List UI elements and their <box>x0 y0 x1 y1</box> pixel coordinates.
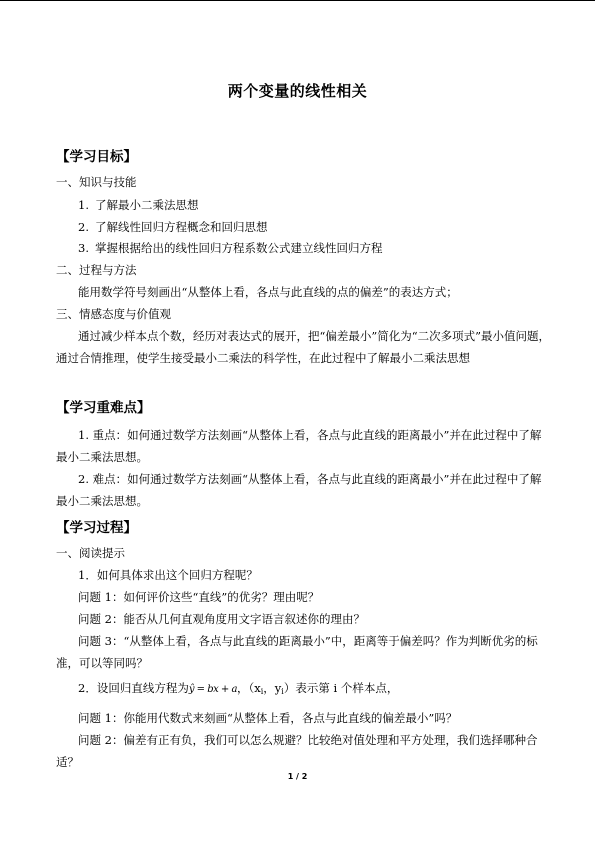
list-item <box>78 240 382 256</box>
subscript-i: i <box>260 687 264 696</box>
keypoints-heading: 【学习重难点】 <box>56 400 151 416</box>
page-title: 两个变量的线性相关 <box>227 82 368 100</box>
process-heading: 【学习过程】 <box>56 520 137 536</box>
section-knowledge-title: 一、知识与技能 <box>56 175 137 189</box>
sample-point-mid: ，y <box>263 681 282 695</box>
question-2-sub-2: 问题 2：偏差有正有负，我们可以怎么规避？比较绝对值处理和平方处理，我们选择哪种合适？ <box>56 733 538 769</box>
question-1: 1．如何具体求出这个回归方程呢？ <box>78 568 258 582</box>
section-attitude-title: 三、情感态度与价值观 <box>56 307 171 321</box>
question-2 <box>78 680 398 700</box>
keypoint-difficulty: 2. 难点：如何通过数学方法刻画“从整体上看，各点与此直线的距离最小”并在此过程中了解最小二乘法思想。 <box>56 472 542 508</box>
list-item-number: 2. <box>78 220 89 234</box>
list-item-number: 1. <box>78 198 89 212</box>
list-item-text: 了解线性回归方程概念和回归思想 <box>94 220 268 234</box>
reading-hints-title: 一、阅读提示 <box>56 546 125 560</box>
sample-point-open: ，（x <box>236 681 261 695</box>
list-item-text: 了解最小二乘法思想 <box>94 198 199 212</box>
objectives-heading: 【学习目标】 <box>56 149 137 165</box>
question-2-suffix: ）表示第 i 个样本点， <box>283 681 399 695</box>
list-item-number: 3. <box>78 241 89 255</box>
section-process-text: 能用数学符号刻画出“从整体上看，各点与此直线的点的偏差”的表达方式； <box>78 285 458 299</box>
question-2-prefix: 2．设回归直线方程为 <box>78 681 189 695</box>
question-1-sub-2: 问题 2：能否从几何直观角度用文字语言叙述你的理由？ <box>78 612 365 626</box>
subscript-i: i <box>281 687 284 696</box>
section-attitude-text: 通过减少样本点个数，经历对表达式的展开，把“偏差最小”简化为“二次多项式”最小值问题，通过合情推理，使学生接受最小二乘法的科学性，在此过程中了解最小二乘法思想 <box>56 329 551 365</box>
question-2-sub-1: 问题 1：你能用代数式来刻画“从整体上看，各点与此直线的偏差最小”吗？ <box>78 711 458 725</box>
regression-formula: ŷ = bx + a <box>188 684 237 695</box>
question-1-sub-3: 问题 3：“从整体上看，各点与此直线的距离最小”中，距离等于偏差吗？作为判断优劣的标准，可以等同吗？ <box>56 634 538 670</box>
question-1-sub-1: 问题 1：如何评价这些“直线”的优劣？理由呢？ <box>78 590 320 604</box>
list-item <box>78 197 198 213</box>
page-top-rule <box>0 0 595 1</box>
page-number: 1 / 2 <box>287 772 308 781</box>
section-process-title: 二、过程与方法 <box>56 263 137 277</box>
list-item <box>78 219 267 235</box>
keypoint-focus: 1. 重点：如何通过数学方法刻画“从整体上看，各点与此直线的距离最小”并在此过程中了解最小二乘法思想。 <box>56 428 542 464</box>
list-item-text: 掌握根据给出的线性回归方程系数公式建立线性回归方程 <box>94 241 383 255</box>
